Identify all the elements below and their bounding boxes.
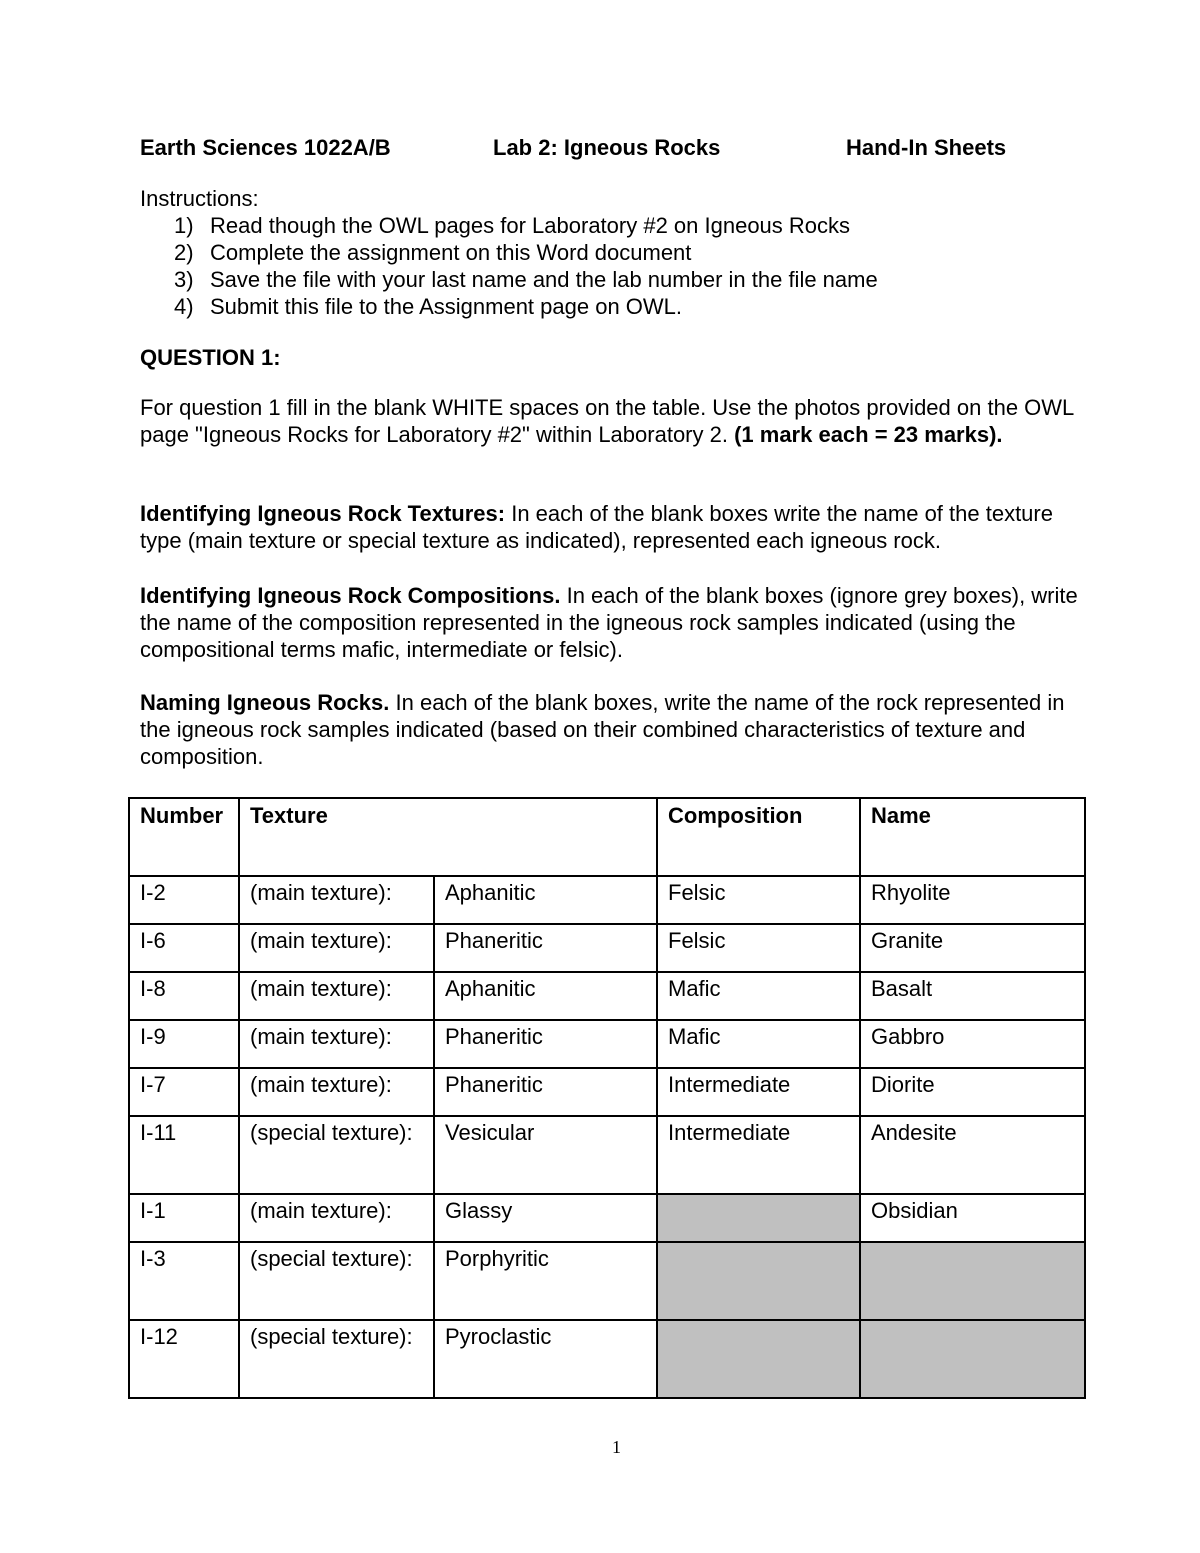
cell-number: I-7 — [129, 1068, 239, 1116]
table-row — [129, 1068, 1085, 1116]
cell-number: I-6 — [129, 924, 239, 972]
table-header-row — [129, 798, 1085, 876]
cell-number: I-8 — [129, 972, 239, 1020]
lab-title: Lab 2: Igneous Rocks — [493, 135, 721, 160]
cell-number: I-2 — [129, 876, 239, 924]
cell-texture[interactable]: Glassy — [434, 1194, 657, 1242]
cell-composition-grey — [657, 1194, 860, 1242]
textures-label: Identifying Igneous Rock Textures: — [140, 501, 506, 526]
cell-texture-label: (main texture): — [239, 972, 434, 1020]
cell-name[interactable]: Andesite — [860, 1116, 1085, 1194]
cell-texture[interactable]: Pyroclastic — [434, 1320, 657, 1398]
question-1-heading: QUESTION 1: — [140, 345, 281, 370]
cell-name[interactable]: Diorite — [860, 1068, 1085, 1116]
cell-number: I-3 — [129, 1242, 239, 1320]
instructions-title: Instructions: — [140, 186, 259, 211]
cell-texture-label: (special texture): — [239, 1320, 434, 1398]
cell-texture-label: (main texture): — [239, 1194, 434, 1242]
instruction-item: 2) Complete the assignment on this Word document — [174, 240, 692, 265]
cell-composition-grey — [657, 1320, 860, 1398]
cell-name[interactable]: Obsidian — [860, 1194, 1085, 1242]
textures-paragraph: Identifying Igneous Rock Textures: In each of the blank boxes write the name of the texture type (main texture or special texture as indicated), represented each igneous rock. — [140, 501, 1053, 553]
cell-name-grey — [860, 1320, 1085, 1398]
page-number: 1 — [612, 1437, 621, 1457]
table-row — [129, 924, 1085, 972]
cell-composition-grey — [657, 1242, 860, 1320]
cell-composition[interactable]: Felsic — [657, 876, 860, 924]
cell-texture[interactable]: Vesicular — [434, 1116, 657, 1194]
cell-texture[interactable]: Phaneritic — [434, 1020, 657, 1068]
naming-paragraph: Naming Igneous Rocks. In each of the blank boxes, write the name of the rock represented in the igneous rock samples indicated (based on their combined characteristics of texture and composition. — [140, 690, 1065, 769]
table-row — [129, 1320, 1085, 1398]
naming-label: Naming Igneous Rocks. — [140, 690, 390, 715]
instruction-item: 4) Submit this file to the Assignment page on OWL. — [174, 294, 683, 319]
course-title: Earth Sciences 1022A/B — [140, 135, 391, 160]
table-row — [129, 1116, 1085, 1194]
question-1-marks: (1 mark each = 23 marks). — [734, 422, 1003, 447]
table-row — [129, 1020, 1085, 1068]
table-row — [129, 1242, 1085, 1320]
header-number: Number — [129, 798, 239, 876]
cell-texture-label: (special texture): — [239, 1242, 434, 1320]
compositions-label: Identifying Igneous Rock Compositions. — [140, 583, 561, 608]
cell-number: I-1 — [129, 1194, 239, 1242]
cell-composition[interactable]: Intermediate — [657, 1116, 860, 1194]
header-texture: Texture — [239, 798, 657, 876]
instruction-item: 3) Save the file with your last name and the lab number in the file name — [174, 267, 878, 292]
cell-composition[interactable]: Felsic — [657, 924, 860, 972]
cell-composition[interactable]: Mafic — [657, 1020, 860, 1068]
cell-texture[interactable]: Porphyritic — [434, 1242, 657, 1320]
cell-name[interactable]: Basalt — [860, 972, 1085, 1020]
cell-number: I-9 — [129, 1020, 239, 1068]
cell-texture[interactable]: Phaneritic — [434, 1068, 657, 1116]
igneous-rocks-table — [128, 797, 1086, 1399]
cell-texture-label: (main texture): — [239, 924, 434, 972]
table-row — [129, 876, 1085, 924]
cell-texture[interactable]: Aphanitic — [434, 876, 657, 924]
cell-name[interactable]: Gabbro — [860, 1020, 1085, 1068]
instruction-item: 1) Read though the OWL pages for Laboratory #2 on Igneous Rocks — [174, 213, 851, 238]
cell-texture-label: (main texture): — [239, 1068, 434, 1116]
cell-texture[interactable]: Phaneritic — [434, 924, 657, 972]
cell-texture-label: (main texture): — [239, 876, 434, 924]
header-composition: Composition — [657, 798, 860, 876]
cell-texture-label: (main texture): — [239, 1020, 434, 1068]
cell-texture[interactable]: Aphanitic — [434, 972, 657, 1020]
instructions-list — [174, 212, 1074, 320]
cell-name-grey — [860, 1242, 1085, 1320]
cell-name[interactable]: Granite — [860, 924, 1085, 972]
header-name: Name — [860, 798, 1085, 876]
cell-texture-label: (special texture): — [239, 1116, 434, 1194]
cell-composition[interactable]: Intermediate — [657, 1068, 860, 1116]
question-1-text: For question 1 fill in the blank WHITE spaces on the table. Use the photos provided on the OWL page "Igneous Rocks for Laboratory #2" within Laboratory 2. (1 mark each = 23 marks). — [140, 395, 1074, 447]
cell-number: I-11 — [129, 1116, 239, 1194]
table-row — [129, 1194, 1085, 1242]
cell-number: I-12 — [129, 1320, 239, 1398]
table-row — [129, 972, 1085, 1020]
cell-composition[interactable]: Mafic — [657, 972, 860, 1020]
compositions-paragraph: Identifying Igneous Rock Compositions. In each of the blank boxes (ignore grey boxes), write the name of the composition represented in the igneous rock samples indicated (using the compositional terms mafic, intermediate or felsic). — [140, 583, 1078, 662]
cell-name[interactable]: Rhyolite — [860, 876, 1085, 924]
hand-in-sheets-title: Hand-In Sheets — [846, 135, 1007, 160]
page-header — [140, 134, 1040, 162]
